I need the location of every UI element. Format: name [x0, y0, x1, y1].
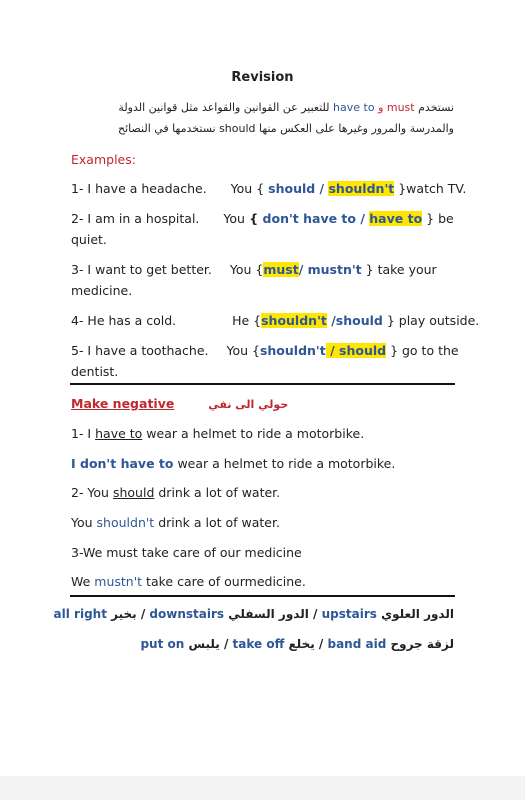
intro-ar-2b: نستخدمها في النصائح	[117, 122, 216, 135]
vocab-1-en3: all right	[53, 607, 107, 621]
example-2-cont: quiet.	[71, 232, 107, 247]
negative-answer-3	[71, 573, 454, 591]
negative-sentence-3: 3-We must take care of our medicine	[71, 545, 302, 560]
negative-heading: Make negative	[71, 396, 175, 411]
example-3-cont: medicine.	[71, 283, 133, 298]
example-2-option-b: have to	[369, 211, 423, 226]
neg-answer-3-pre: We	[71, 574, 95, 589]
negative-answer-1	[71, 455, 454, 473]
neg-2-post: drink a lot of water.	[154, 485, 281, 500]
example-1-sep: /	[315, 181, 329, 196]
example-4-you: He {	[232, 313, 262, 328]
example-5-sep: /	[325, 343, 340, 358]
neg-2-pre: 2- You	[71, 485, 113, 500]
vocab-1-ar2: الدور السفلي	[228, 607, 309, 621]
neg-answer-3-post: take care of ourmedicine.	[142, 574, 306, 589]
example-2-option-a: don't have to	[262, 211, 356, 226]
example-1-end: }watch TV.	[398, 181, 467, 196]
example-1-option-b: shouldn't	[328, 181, 395, 196]
vocab-1-en2: downstairs	[149, 607, 225, 621]
vocab-2-ar2: يخلع	[288, 637, 315, 651]
example-4-option-b: should	[335, 313, 383, 328]
example-3-sep: /	[298, 262, 308, 277]
example-5-cont: dentist.	[71, 364, 119, 379]
example-2-end: } be	[426, 211, 454, 226]
vocab-1-en1: upstairs	[321, 607, 377, 621]
example-5-end: } go to the	[390, 343, 459, 358]
intro-must: must	[386, 101, 415, 114]
negative-answer-2	[71, 514, 454, 532]
examples-heading: Examples:	[71, 152, 136, 167]
neg-answer-2-post: drink a lot of water.	[154, 515, 280, 530]
example-3-sentence: 3- I want to get better.	[71, 262, 212, 277]
example-3-end: } take your	[365, 262, 437, 277]
example-2-sentence: 2- I am in a hospital.	[71, 211, 200, 226]
negative-header	[71, 395, 454, 414]
example-4-end: } play outside.	[386, 313, 480, 328]
example-1	[71, 180, 467, 198]
intro-and: و	[378, 101, 384, 114]
example-2-brace: {	[244, 211, 263, 226]
vocab-row-1: الدور العلوي upstairs / الدور السفلي downstairs / بخير all right	[53, 607, 454, 621]
negative-arabic: حولي الى نفي	[208, 398, 289, 411]
example-3-option-b: mustn't	[307, 262, 362, 277]
example-5-you: You {	[226, 343, 260, 358]
example-5-option-a: shouldn't	[259, 343, 326, 358]
intro-have-to: have to	[333, 101, 375, 114]
neg-2-verb: should	[112, 485, 155, 500]
example-1-you: You {	[230, 181, 265, 196]
vocab-2-ar3: يلبس	[188, 637, 220, 651]
example-3-option-a: must	[263, 262, 299, 277]
intro-ar-2a: والمدرسة والمرور وغيرها على العكس منها	[259, 122, 454, 135]
neg-1-verb: have to	[95, 426, 143, 441]
vocab-row-2: لزقة جروح band aid / يخلع take off / يلبس put on	[140, 637, 454, 651]
vocab-2-en3: put on	[140, 637, 185, 651]
example-3-you: You {	[229, 262, 264, 277]
page-bottom-edge	[0, 776, 525, 800]
intro-ar-1a: نستخدم	[418, 101, 454, 114]
page-title: Revision	[231, 70, 294, 85]
example-5-sentence: 5- I have a toothache.	[71, 343, 209, 358]
neg-1-pre: 1- I	[71, 426, 96, 441]
vocab-2-ar1: لزقة جروح	[390, 637, 454, 651]
divider-2	[70, 595, 455, 597]
example-4-option-a: shouldn't	[261, 313, 327, 328]
neg-answer-1-post: wear a helmet to ride a motorbike.	[173, 456, 396, 471]
example-2-sep: /	[356, 211, 370, 226]
vocab-1-ar3: بخير	[111, 607, 137, 621]
example-3	[71, 261, 454, 279]
example-1-sentence: 1- I have a headache.	[71, 181, 207, 196]
example-2	[71, 210, 454, 228]
intro-ar-1b: للتعبير عن القوانين والقواعد مثل قوانين الدولة	[118, 101, 330, 114]
example-4	[71, 312, 480, 330]
neg-1-post: wear a helmet to ride a motorbike.	[142, 426, 365, 441]
neg-answer-1-verb: I don't have to	[71, 456, 174, 471]
neg-answer-2-verb: shouldn't	[96, 515, 155, 530]
intro-line-2	[71, 120, 454, 138]
example-5-option-b: should	[339, 343, 387, 358]
negative-sentence-2	[71, 484, 454, 502]
intro-line-1	[71, 99, 454, 117]
vocab-1-ar1: الدور العلوي	[381, 607, 454, 621]
intro-should: should	[219, 122, 256, 135]
neg-answer-3-verb: mustn't	[94, 574, 143, 589]
example-2-you: You	[223, 211, 245, 226]
neg-answer-2-pre: You	[71, 515, 97, 530]
vocab-2-en2: take off	[232, 637, 285, 651]
example-4-sep: /	[326, 313, 336, 328]
negative-sentence-1	[71, 425, 454, 443]
divider-1	[70, 383, 455, 385]
example-4-sentence: 4- He has a cold.	[71, 313, 177, 328]
example-1-option-a: should	[268, 181, 316, 196]
example-5	[71, 342, 459, 360]
vocab-2-en1: band aid	[327, 637, 387, 651]
